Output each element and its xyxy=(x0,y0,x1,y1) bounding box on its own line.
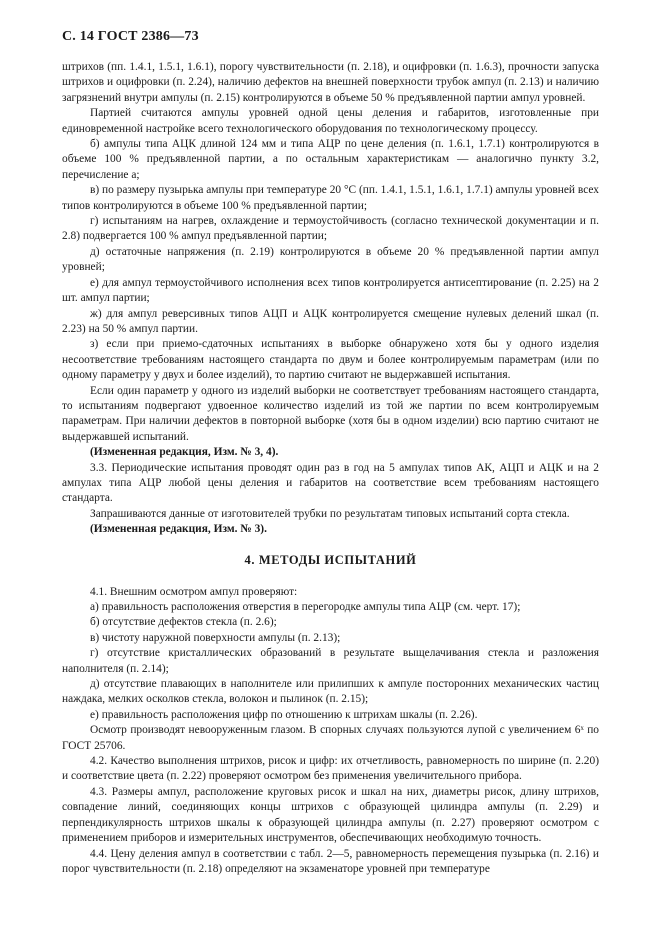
paragraph: 4.3. Размеры ампул, расположение круговых рисок и шкал на них, диаметры рисок, длину штрихов, совпадение линий, соединяющих концы штрихов с образующей цилиндра ампулы (п. 2.29) и перпендикулярность штрихов шкалы к образующей цилиндра ампулы (п. 2.27) проверяют осмотром с применением приборов и измерительных инструментов, обеспечивающих необходимую точность. xyxy=(62,785,599,845)
paragraph: 4.4. Цену деления ампул в соответствии с табл. 2—5, равномерность перемещения пузырька (п. 2.16) и порог чувствительности (п. 2.18) определяют на экзаменаторе уровней при температуре xyxy=(62,847,599,875)
paragraph: Осмотр производят невооруженным глазом. В спорных случаях пользуются лупой с увеличением 6ˣ по ГОСТ 25706. xyxy=(62,724,599,752)
amendment-note: (Измененная редакция, Изм. № 3, 4). xyxy=(90,446,279,459)
top-paragraphs xyxy=(62,60,599,538)
paragraph: Партией считаются ампулы уровней одной цены деления и габаритов, изготовленные при единовременной настройке всего технологического оборудования по технологическому процессу. xyxy=(62,107,599,135)
page-header: С. 14 ГОСТ 2386—73 xyxy=(62,29,199,44)
paragraph: 4.2. Качество выполнения штрихов, рисок и цифр: их отчетливость, равномерность по ширине (п. 2.20) и соответствие цвета (п. 2.22) проверяют осмотром без применения увеличительного прибора. xyxy=(62,755,599,783)
paragraph: б) отсутствие дефектов стекла (п. 2.6); xyxy=(90,616,277,629)
paragraph: д) отсутствие плавающих в наполнителе или прилипших к ампуле посторонних механических частиц наждака, мелких осколков стекла, волокон и пылинок (п. 2.15); xyxy=(62,678,599,706)
paragraph: 4.1. Внешним осмотром ампул проверяют: xyxy=(90,585,298,598)
paragraph: Запрашиваются данные от изготовителей трубки по результатам типовых испытаний сорта стекла. xyxy=(90,507,570,520)
bottom-paragraphs xyxy=(62,585,599,878)
paragraph: в) по размеру пузырька ампулы при температуре 20 °С (пп. 1.4.1, 1.5.1, 1.6.1, 1.7.1) ампулы уровней всех типов контролируются в объеме 100 % предъявленной партии; xyxy=(62,184,599,212)
paragraph: ж) для ампул реверсивных типов АЦП и АЦК контролируется смещение нулевых делений шкал (п. 2.23) на 50 % ампул партии. xyxy=(62,307,599,335)
paragraph: г) испытаниям на нагрев, охлаждение и термоустойчивость (согласно технической документации и п. 2.8) подвергается 100 % ампул предъявленной партии; xyxy=(62,215,599,243)
paragraph: а) правильность расположения отверстия в перегородке ампулы типа АЦР (см. черт. 17); xyxy=(90,601,521,613)
paragraph: г) отсутствие кристаллических образований в результате выщелачивания стекла и разложения наполнителя (п. 2.14); xyxy=(62,647,599,675)
paragraph: Если один параметр у одного из изделий выборки не соответствует требованиям настоящего стандарта, то испытаниям подвергают удвоенное количество изделий из той же партии по всем контролируемым параметрам. При наличии дефектов в повторной выборке (хотя бы в одном изделии) всю партию считают не выдержавшей испытаний. xyxy=(62,384,599,443)
paragraph: з) если при приемо-сдаточных испытаниях в выборке обнаружено хотя бы у одного изделия несоответствие требованиям настоящего стандарта по двум и более контролируемым параметрам (или по одному параметру у двух и более изделий), то партию считают не выдержавшей испытания. xyxy=(62,338,599,382)
paragraph: 3.3. Периодические испытания проводят один раз в год на 5 ампулах типов АК, АЦП и АЦК и на 2 ампулах типа АЦР любой цены деления и габаритов на соответствие всем требованиям настоящего стандарта. xyxy=(62,461,599,505)
document-page xyxy=(62,28,599,877)
paragraph: е) правильность расположения цифр по отношению к штрихам шкалы (п. 2.26). xyxy=(90,708,478,721)
paragraph: е) для ампул термоустойчивого исполнения всех типов контролируется антисептирование (п. 2.25) на 2 шт. ампул партии; xyxy=(62,276,599,305)
paragraph: д) остаточные напряжения (п. 2.19) контролируются в объеме 20 % предъявленной партии ампул уровней; xyxy=(62,245,599,274)
paragraph: в) чистоту наружной поверхности ампулы (п. 2.13); xyxy=(90,631,341,644)
paragraph: штрихов (пп. 1.4.1, 1.5.1, 1.6.1), порогу чувствительности (п. 2.18), и оцифровки (п. 1.6.3), прочности запуска штрихов и оцифровки (п. 2.24), наличию дефектов на внешней поверхности трубок ампул (п. 2.13) и наличию загрязнений внутри ампулы (п. 2.15) контролируются в объеме 50 % предъявленной партии ампул уровней. xyxy=(62,61,599,104)
amendment-note: (Измененная редакция, Изм. № 3). xyxy=(90,523,267,536)
paragraph: б) ампулы типа АЦК длиной 124 мм и типа АЦР по цене деления (п. 1.6.1, 1.7.1) контролируются в объеме 100 % предъявленной партии, а по остальным характеристикам — аналогично пункту 3.2, перечисление а; xyxy=(62,138,599,181)
section-title: 4. МЕТОДЫ ИСПЫТАНИЙ xyxy=(244,552,417,567)
